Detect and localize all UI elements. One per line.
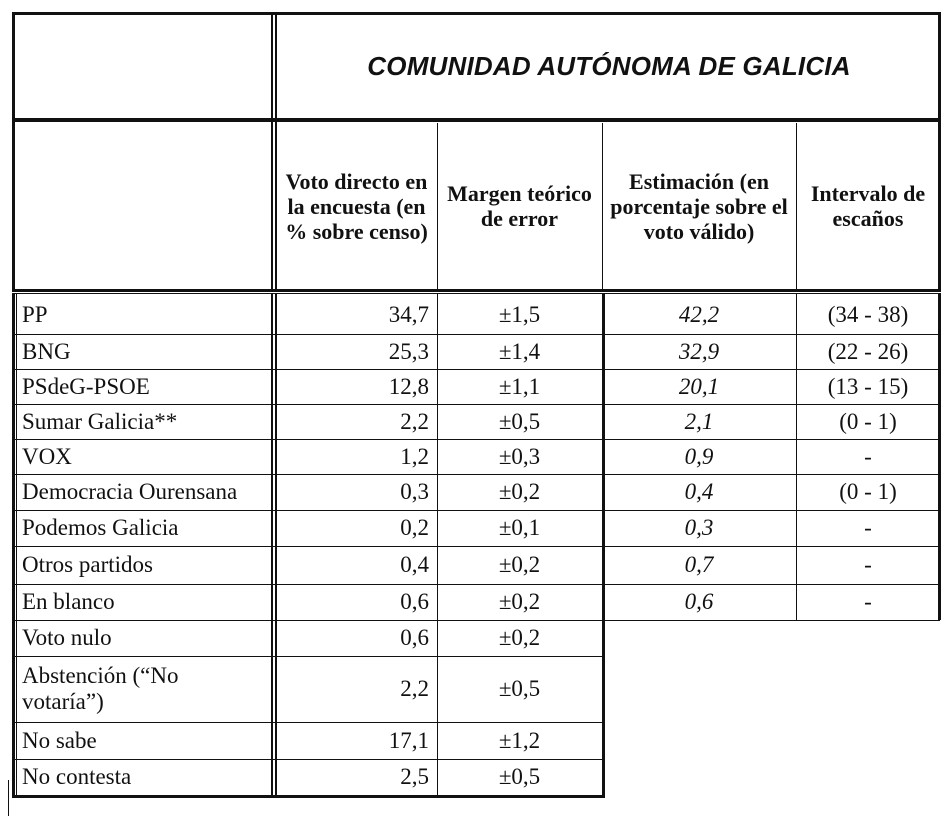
rule-v — [271, 12, 273, 292]
column-header: Margen teórico de error — [447, 181, 592, 231]
voto-directo: 0,2 — [400, 515, 429, 540]
rule-v — [12, 293, 15, 798]
party-name: VOX — [22, 443, 72, 469]
rule-h — [14, 289, 940, 292]
rule-v — [437, 123, 438, 289]
party-name: Podemos Galicia — [22, 515, 179, 540]
rule-h — [14, 759, 602, 760]
margen-error: ±0,5 — [498, 408, 541, 434]
party-name: Abstención (“No votaría”) — [22, 663, 179, 714]
estimacion: 20,1 — [678, 373, 720, 399]
rule-h — [14, 293, 940, 294]
rule-v — [796, 293, 797, 620]
party-name: PSdeG-PSOE — [22, 373, 150, 399]
estimacion: 0,9 — [684, 443, 714, 469]
rule-v — [8, 780, 9, 816]
intervalo-escanos: - — [864, 589, 872, 614]
estimacion: 32,9 — [678, 338, 720, 364]
column-header: Voto directo en la encuesta (en % sobre censo) — [285, 168, 428, 244]
voto-directo: 2,5 — [400, 764, 429, 789]
estimacion: 0,6 — [684, 589, 714, 614]
margen-error: ±0,2 — [498, 479, 541, 504]
rule-v — [602, 123, 603, 289]
rule-h — [14, 439, 940, 440]
party-name: Voto nulo — [22, 625, 112, 650]
margen-error: ±0,5 — [498, 676, 541, 701]
estimacion: 0,4 — [684, 479, 714, 504]
margen-error: ±1,4 — [498, 338, 541, 364]
margen-error: ±0,2 — [498, 552, 541, 577]
voto-directo: 34,7 — [388, 301, 429, 327]
intervalo-escanos: (13 - 15) — [827, 373, 909, 399]
voto-directo: 0,6 — [400, 589, 429, 614]
rule-v — [602, 293, 605, 798]
margen-error: ±0,3 — [498, 443, 541, 469]
rule-h — [14, 584, 940, 585]
voto-directo: 1,2 — [400, 443, 429, 469]
voto-directo: 25,3 — [388, 338, 429, 364]
column-header: Intervalo de escaños — [810, 181, 926, 231]
rule-h — [14, 12, 940, 15]
estimacion: 0,7 — [684, 552, 714, 577]
intervalo-escanos: (22 - 26) — [827, 338, 909, 364]
estimacion: 42,2 — [678, 301, 720, 327]
voto-directo: 17,1 — [388, 727, 429, 753]
rule-h — [14, 620, 940, 621]
party-name: No contesta — [22, 764, 132, 789]
rule-h — [14, 546, 940, 547]
party-name: PP — [22, 301, 48, 327]
margen-error: ±1,2 — [498, 727, 541, 753]
margen-error: ±0,2 — [498, 625, 541, 650]
intervalo-escanos: - — [864, 515, 872, 540]
margen-error: ±1,1 — [498, 373, 541, 399]
intervalo-escanos: (0 - 1) — [839, 479, 897, 504]
party-name: BNG — [22, 338, 71, 364]
rule-h — [14, 369, 940, 370]
margen-error: ±0,2 — [498, 589, 541, 614]
rule-v — [938, 293, 941, 620]
party-name: No sabe — [22, 727, 97, 753]
intervalo-escanos: (34 - 38) — [827, 301, 909, 327]
rule-v — [16, 293, 17, 798]
estimacion: 2,1 — [684, 408, 714, 434]
intervalo-escanos: - — [864, 443, 872, 469]
party-name: Otros partidos — [22, 552, 153, 577]
rule-h — [14, 121, 940, 122]
rule-h — [14, 474, 940, 475]
voto-directo: 12,8 — [388, 373, 429, 399]
margen-error: ±1,5 — [498, 301, 541, 327]
intervalo-escanos: - — [864, 552, 872, 577]
margen-error: ±0,5 — [498, 764, 541, 789]
column-header: Estimación (en porcentaje sobre el voto válido) — [610, 168, 788, 244]
rule-h — [14, 656, 602, 657]
rule-v — [275, 293, 277, 798]
party-name: Sumar Galicia** — [22, 408, 178, 434]
rule-h — [14, 722, 602, 723]
rule-v — [12, 12, 15, 292]
voto-directo: 0,3 — [400, 479, 429, 504]
rule-v — [796, 123, 797, 289]
estimacion: 0,3 — [684, 515, 714, 540]
intervalo-escanos: (0 - 1) — [839, 408, 897, 434]
rule-v — [938, 12, 941, 292]
margen-error: ±0,1 — [498, 515, 541, 540]
voto-directo: 2,2 — [400, 408, 429, 434]
rule-h — [14, 404, 940, 405]
table-title: COMUNIDAD AUTÓNOMA DE GALICIA — [367, 50, 851, 81]
party-name: En blanco — [22, 589, 115, 614]
rule-v — [437, 293, 438, 798]
rule-h — [14, 334, 940, 335]
voto-directo: 0,4 — [400, 552, 429, 577]
rule-v — [275, 12, 277, 292]
rule-h — [14, 795, 604, 798]
voto-directo: 0,6 — [400, 625, 429, 650]
rule-v — [271, 293, 273, 798]
party-name: Democracia Ourensana — [22, 479, 238, 504]
rule-h — [14, 510, 940, 511]
voto-directo: 2,2 — [400, 676, 429, 701]
